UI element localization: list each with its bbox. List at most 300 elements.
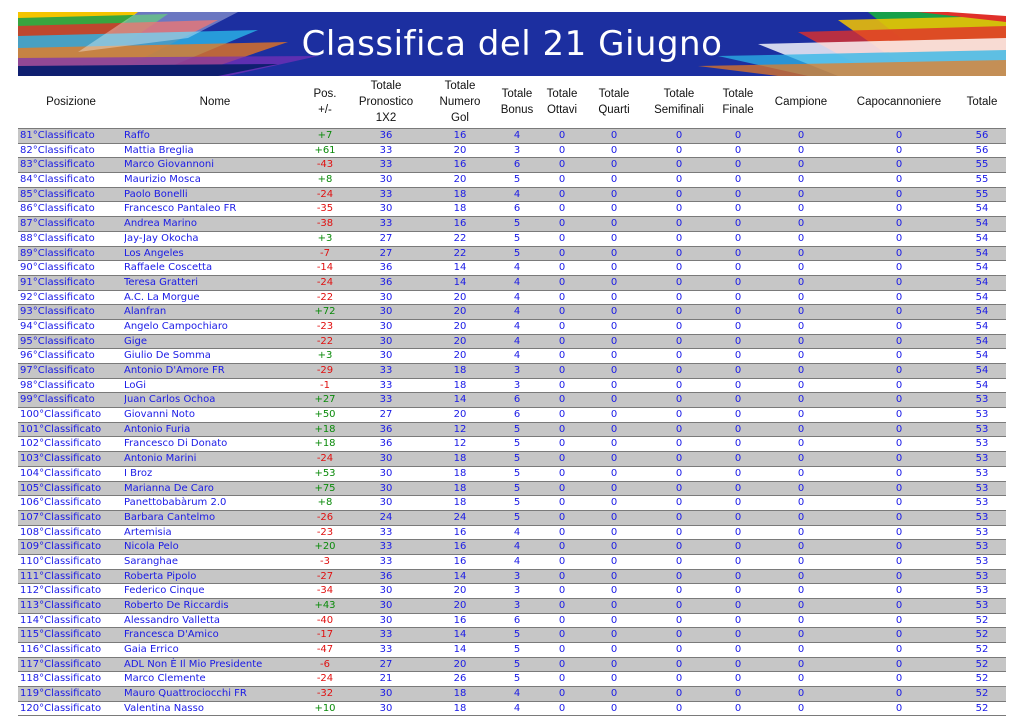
campione-cell: 0 (797, 306, 805, 318)
finale-cell: 0 (734, 629, 742, 641)
finale-cell: 0 (734, 218, 742, 230)
bonus-cell: 5 (513, 511, 521, 523)
table-row (18, 172, 1006, 187)
numero-gol-cell: 16 (453, 555, 467, 567)
numero-gol-cell: 18 (453, 688, 467, 700)
capocannoniere-cell: 0 (895, 218, 903, 230)
position-change-cell: +50 (314, 409, 336, 421)
capocannoniere-cell: 0 (895, 526, 903, 538)
ottavi-cell: 0 (558, 379, 566, 391)
numero-gol-cell: 20 (453, 291, 467, 303)
finale-cell: 0 (734, 144, 742, 156)
name-cell: ADL Non È Il Mio Presidente (124, 658, 263, 670)
name-cell: Federico Cinque (124, 585, 205, 597)
table-row (18, 407, 1006, 422)
campione-cell: 0 (797, 482, 805, 494)
finale-cell: 0 (734, 555, 742, 567)
quarti-cell: 0 (610, 702, 618, 714)
numero-gol-cell: 20 (453, 320, 467, 332)
quarti-cell: 0 (610, 644, 618, 656)
finale-cell: 0 (734, 688, 742, 700)
position-cell: 102°Classificato (20, 438, 102, 450)
ottavi-cell: 0 (558, 365, 566, 376)
position-cell: 112°Classificato (20, 585, 102, 597)
bonus-cell: 6 (513, 203, 521, 215)
bonus-cell: 4 (513, 555, 521, 567)
numero-gol-cell: 20 (453, 306, 467, 318)
total-cell: 53 (975, 541, 989, 553)
numero-gol-cell: 18 (453, 467, 467, 479)
finale-cell: 0 (734, 188, 742, 200)
name-cell: Raffaele Coscetta (124, 262, 213, 274)
bonus-cell: 4 (513, 702, 521, 714)
quarti-cell: 0 (610, 291, 618, 303)
numero-gol-cell: 18 (453, 188, 467, 200)
quarti-cell: 0 (610, 467, 618, 479)
position-change-cell: -6 (320, 658, 330, 670)
numero-gol-cell: 16 (453, 541, 467, 553)
quarti-cell: 0 (610, 247, 618, 259)
quarti-cell: 0 (610, 144, 618, 156)
bonus-cell: 4 (513, 350, 521, 362)
pronostico-1x2-cell: 36 (379, 262, 393, 274)
name-cell: Andrea Marino (124, 218, 197, 230)
campione-cell: 0 (797, 497, 805, 509)
capocannoniere-cell: 0 (895, 232, 903, 244)
campione-cell: 0 (797, 379, 805, 391)
campione-cell: 0 (797, 585, 805, 597)
ottavi-cell: 0 (558, 409, 566, 421)
numero-gol-cell: 16 (453, 159, 467, 171)
quarti-cell: 0 (610, 365, 618, 376)
semifinali-cell: 0 (675, 438, 683, 450)
total-cell: 54 (975, 247, 989, 259)
campione-cell: 0 (797, 350, 805, 362)
table-row (18, 231, 1006, 246)
total-cell: 52 (975, 629, 989, 641)
total-cell: 53 (975, 585, 989, 597)
campione-cell: 0 (797, 688, 805, 700)
pronostico-1x2-cell: 33 (379, 555, 393, 567)
finale-cell: 0 (734, 365, 742, 376)
pronostico-1x2-cell: 33 (379, 644, 393, 656)
capocannoniere-cell: 0 (895, 130, 903, 141)
campione-cell: 0 (797, 644, 805, 656)
table-row (18, 304, 1006, 319)
position-cell: 108°Classificato (20, 526, 102, 538)
position-cell: 83°Classificato (20, 159, 95, 171)
header-totale-bonus-label: Totale Bonus (500, 88, 534, 116)
position-cell: 84°Classificato (20, 174, 95, 186)
header-totale-1x2 (350, 76, 422, 128)
total-cell: 54 (975, 232, 989, 244)
semifinali-cell: 0 (675, 320, 683, 332)
pronostico-1x2-cell: 30 (379, 174, 393, 186)
capocannoniere-cell: 0 (895, 144, 903, 156)
position-change-cell: -23 (316, 526, 334, 538)
quarti-cell: 0 (610, 511, 618, 523)
bonus-cell: 5 (513, 629, 521, 641)
ottavi-cell: 0 (558, 203, 566, 215)
finale-cell: 0 (734, 262, 742, 274)
position-cell: 97°Classificato (20, 365, 95, 376)
name-cell: Antonio Furia (124, 423, 191, 435)
finale-cell: 0 (734, 702, 742, 714)
position-cell: 105°Classificato (20, 482, 102, 494)
title-banner (18, 12, 1006, 76)
pronostico-1x2-cell: 30 (379, 291, 393, 303)
pronostico-1x2-cell: 30 (379, 600, 393, 611)
header-capocannoniere-label: Capocannoniere (856, 96, 942, 108)
total-cell: 52 (975, 688, 989, 700)
finale-cell: 0 (734, 130, 742, 141)
total-cell: 53 (975, 394, 989, 406)
semifinali-cell: 0 (675, 482, 683, 494)
position-change-cell: -38 (316, 218, 334, 230)
capocannoniere-cell: 0 (895, 585, 903, 597)
quarti-cell: 0 (610, 482, 618, 494)
bonus-cell: 5 (513, 673, 521, 685)
total-cell: 53 (975, 467, 989, 479)
ottavi-cell: 0 (558, 438, 566, 450)
campione-cell: 0 (797, 130, 805, 141)
total-cell: 54 (975, 365, 989, 376)
pronostico-1x2-cell: 33 (379, 218, 393, 230)
pronostico-1x2-cell: 36 (379, 423, 393, 435)
position-change-cell: -27 (316, 570, 334, 582)
position-change-cell: +61 (314, 144, 336, 156)
bonus-cell: 3 (513, 600, 521, 611)
pronostico-1x2-cell: 27 (379, 658, 393, 670)
bonus-cell: 5 (513, 232, 521, 244)
total-cell: 53 (975, 555, 989, 567)
quarti-cell: 0 (610, 629, 618, 641)
pronostico-1x2-cell: 21 (379, 673, 393, 685)
table-row (18, 334, 1006, 349)
name-cell: Saranghae (124, 555, 179, 567)
position-change-cell: +20 (314, 541, 336, 553)
bonus-cell: 4 (513, 526, 521, 538)
numero-gol-cell: 26 (453, 673, 467, 685)
position-change-cell: +8 (317, 174, 333, 186)
finale-cell: 0 (734, 291, 742, 303)
pronostico-1x2-cell: 27 (379, 232, 393, 244)
quarti-cell: 0 (610, 526, 618, 538)
semifinali-cell: 0 (675, 232, 683, 244)
pronostico-1x2-cell: 33 (379, 188, 393, 200)
table-row (18, 157, 1006, 172)
capocannoniere-cell: 0 (895, 497, 903, 509)
bonus-cell: 4 (513, 335, 521, 347)
pronostico-1x2-cell: 30 (379, 350, 393, 362)
pronostico-1x2-cell: 36 (379, 570, 393, 582)
bonus-cell: 6 (513, 614, 521, 626)
position-cell: 101°Classificato (20, 423, 102, 435)
campione-cell: 0 (797, 453, 805, 465)
ottavi-cell: 0 (558, 335, 566, 347)
capocannoniere-cell: 0 (895, 365, 903, 376)
semifinali-cell: 0 (675, 702, 683, 714)
pronostico-1x2-cell: 33 (379, 394, 393, 406)
position-change-cell: -26 (316, 511, 334, 523)
name-cell: Giovanni Noto (124, 409, 195, 421)
semifinali-cell: 0 (675, 409, 683, 421)
pronostico-1x2-cell: 33 (379, 541, 393, 553)
semifinali-cell: 0 (675, 497, 683, 509)
capocannoniere-cell: 0 (895, 629, 903, 641)
semifinali-cell: 0 (675, 130, 683, 141)
position-cell: 119°Classificato (20, 688, 102, 700)
total-cell: 54 (975, 262, 989, 274)
campione-cell: 0 (797, 218, 805, 230)
capocannoniere-cell: 0 (895, 174, 903, 186)
name-cell: Marianna De Caro (124, 482, 214, 494)
semifinali-cell: 0 (675, 203, 683, 215)
bonus-cell: 4 (513, 130, 521, 141)
quarti-cell: 0 (610, 306, 618, 318)
total-cell: 54 (975, 379, 989, 391)
finale-cell: 0 (734, 409, 742, 421)
total-cell: 54 (975, 306, 989, 318)
name-cell: Antonio Marini (124, 453, 197, 465)
name-cell: Artemisia (124, 526, 172, 538)
quarti-cell: 0 (610, 218, 618, 230)
position-change-cell: +18 (314, 438, 336, 450)
capocannoniere-cell: 0 (895, 423, 903, 435)
finale-cell: 0 (734, 453, 742, 465)
capocannoniere-cell: 0 (895, 688, 903, 700)
ottavi-cell: 0 (558, 600, 566, 611)
total-cell: 52 (975, 644, 989, 656)
capocannoniere-cell: 0 (895, 600, 903, 611)
ottavi-cell: 0 (558, 174, 566, 186)
capocannoniere-cell: 0 (895, 702, 903, 714)
numero-gol-cell: 18 (453, 453, 467, 465)
campione-cell: 0 (797, 232, 805, 244)
header-totale (958, 76, 1006, 128)
semifinali-cell: 0 (675, 614, 683, 626)
pronostico-1x2-cell: 33 (379, 365, 393, 376)
table-header (18, 76, 1006, 128)
finale-cell: 0 (734, 467, 742, 479)
finale-cell: 0 (734, 614, 742, 626)
position-cell: 118°Classificato (20, 673, 102, 685)
total-cell: 54 (975, 218, 989, 230)
quarti-cell: 0 (610, 174, 618, 186)
name-cell: Juan Carlos Ochoa (124, 394, 216, 406)
total-cell: 52 (975, 673, 989, 685)
table-row (18, 627, 1006, 642)
campione-cell: 0 (797, 526, 805, 538)
finale-cell: 0 (734, 247, 742, 259)
ottavi-cell: 0 (558, 702, 566, 714)
position-change-cell: -14 (316, 262, 334, 274)
header-pos-change (300, 76, 350, 128)
semifinali-cell: 0 (675, 144, 683, 156)
semifinali-cell: 0 (675, 658, 683, 670)
position-cell: 100°Classificato (20, 409, 102, 421)
finale-cell: 0 (734, 511, 742, 523)
finale-cell: 0 (734, 673, 742, 685)
table-row (18, 657, 1006, 672)
table-row (18, 392, 1006, 407)
campione-cell: 0 (797, 394, 805, 406)
pronostico-1x2-cell: 30 (379, 320, 393, 332)
numero-gol-cell: 16 (453, 130, 467, 141)
header-totale-ottavi (538, 76, 586, 128)
campione-cell: 0 (797, 702, 805, 714)
header-nome-label: Nome (199, 96, 231, 108)
position-cell: 114°Classificato (20, 614, 102, 626)
capocannoniere-cell: 0 (895, 570, 903, 582)
position-change-cell: -43 (316, 159, 334, 171)
ottavi-cell: 0 (558, 511, 566, 523)
pronostico-1x2-cell: 33 (379, 159, 393, 171)
bonus-cell: 5 (513, 453, 521, 465)
numero-gol-cell: 18 (453, 497, 467, 509)
header-totale-ottavi-label: Totale Ottavi (546, 88, 578, 116)
quarti-cell: 0 (610, 394, 618, 406)
position-change-cell: -32 (316, 688, 334, 700)
ottavi-cell: 0 (558, 644, 566, 656)
numero-gol-cell: 20 (453, 174, 467, 186)
ottavi-cell: 0 (558, 306, 566, 318)
position-cell: 81°Classificato (20, 130, 95, 141)
numero-gol-cell: 18 (453, 482, 467, 494)
ottavi-cell: 0 (558, 453, 566, 465)
numero-gol-cell: 20 (453, 600, 467, 611)
name-cell: Alessandro Valletta (124, 614, 221, 626)
capocannoniere-cell: 0 (895, 673, 903, 685)
bonus-cell: 4 (513, 541, 521, 553)
capocannoniere-cell: 0 (895, 511, 903, 523)
finale-cell: 0 (734, 174, 742, 186)
campione-cell: 0 (797, 600, 805, 611)
semifinali-cell: 0 (675, 453, 683, 465)
position-cell: 92°Classificato (20, 291, 95, 303)
quarti-cell: 0 (610, 320, 618, 332)
numero-gol-cell: 20 (453, 658, 467, 670)
position-cell: 120°Classificato (20, 702, 102, 714)
pronostico-1x2-cell: 33 (379, 379, 393, 391)
pronostico-1x2-cell: 30 (379, 585, 393, 597)
table-row (18, 246, 1006, 261)
table-row (18, 583, 1006, 598)
name-cell: Jay-Jay Okocha (124, 232, 199, 244)
bonus-cell: 4 (513, 320, 521, 332)
capocannoniere-cell: 0 (895, 658, 903, 670)
position-cell: 106°Classificato (20, 497, 102, 509)
campione-cell: 0 (797, 291, 805, 303)
finale-cell: 0 (734, 497, 742, 509)
name-cell: Maurizio Mosca (124, 174, 201, 186)
total-cell: 55 (975, 159, 989, 171)
table-row (18, 451, 1006, 466)
semifinali-cell: 0 (675, 394, 683, 406)
name-cell: Panettobabàrum 2.0 (124, 497, 227, 509)
finale-cell: 0 (734, 203, 742, 215)
finale-cell: 0 (734, 585, 742, 597)
table-row (18, 701, 1006, 716)
ottavi-cell: 0 (558, 144, 566, 156)
ottavi-cell: 0 (558, 423, 566, 435)
bonus-cell: 5 (513, 644, 521, 656)
total-cell: 53 (975, 570, 989, 582)
header-totale-gol (424, 76, 496, 128)
campione-cell: 0 (797, 423, 805, 435)
position-cell: 85°Classificato (20, 188, 95, 200)
total-cell: 53 (975, 511, 989, 523)
table-row (18, 686, 1006, 701)
ottavi-cell: 0 (558, 541, 566, 553)
semifinali-cell: 0 (675, 350, 683, 362)
table-row (18, 348, 1006, 363)
finale-cell: 0 (734, 159, 742, 171)
numero-gol-cell: 24 (453, 511, 467, 523)
table-row (18, 290, 1006, 305)
position-change-cell: +3 (317, 350, 333, 362)
quarti-cell: 0 (610, 276, 618, 288)
total-cell: 52 (975, 614, 989, 626)
pronostico-1x2-cell: 30 (379, 203, 393, 215)
header-totale-finale-label: Totale Finale (722, 88, 754, 116)
position-cell: 115°Classificato (20, 629, 102, 641)
numero-gol-cell: 18 (453, 203, 467, 215)
numero-gol-cell: 12 (453, 438, 467, 450)
table-row (18, 613, 1006, 628)
name-cell: LoGi (124, 379, 147, 391)
pronostico-1x2-cell: 36 (379, 130, 393, 141)
numero-gol-cell: 14 (453, 644, 467, 656)
ottavi-cell: 0 (558, 658, 566, 670)
table-row (18, 187, 1006, 202)
pronostico-1x2-cell: 36 (379, 276, 393, 288)
bonus-cell: 5 (513, 497, 521, 509)
pronostico-1x2-cell: 36 (379, 438, 393, 450)
position-cell: 94°Classificato (20, 320, 95, 332)
semifinali-cell: 0 (675, 291, 683, 303)
campione-cell: 0 (797, 511, 805, 523)
finale-cell: 0 (734, 526, 742, 538)
ottavi-cell: 0 (558, 555, 566, 567)
semifinali-cell: 0 (675, 585, 683, 597)
name-cell: Valentina Nasso (124, 702, 204, 714)
position-cell: 103°Classificato (20, 453, 102, 465)
position-cell: 90°Classificato (20, 262, 95, 274)
campione-cell: 0 (797, 658, 805, 670)
numero-gol-cell: 20 (453, 409, 467, 421)
numero-gol-cell: 16 (453, 614, 467, 626)
position-change-cell: +75 (314, 482, 336, 494)
position-cell: 96°Classificato (20, 350, 95, 362)
ottavi-cell: 0 (558, 570, 566, 582)
quarti-cell: 0 (610, 453, 618, 465)
pronostico-1x2-cell: 24 (379, 511, 393, 523)
table-row (18, 436, 1006, 451)
table-row (18, 539, 1006, 554)
name-cell: Giulio De Somma (124, 350, 211, 362)
name-cell: Gige (124, 335, 148, 347)
ottavi-cell: 0 (558, 320, 566, 332)
capocannoniere-cell: 0 (895, 379, 903, 391)
bonus-cell: 5 (513, 467, 521, 479)
bonus-cell: 4 (513, 276, 521, 288)
semifinali-cell: 0 (675, 644, 683, 656)
total-cell: 56 (975, 144, 989, 156)
bonus-cell: 3 (513, 365, 521, 376)
table-row (18, 569, 1006, 584)
campione-cell: 0 (797, 438, 805, 450)
